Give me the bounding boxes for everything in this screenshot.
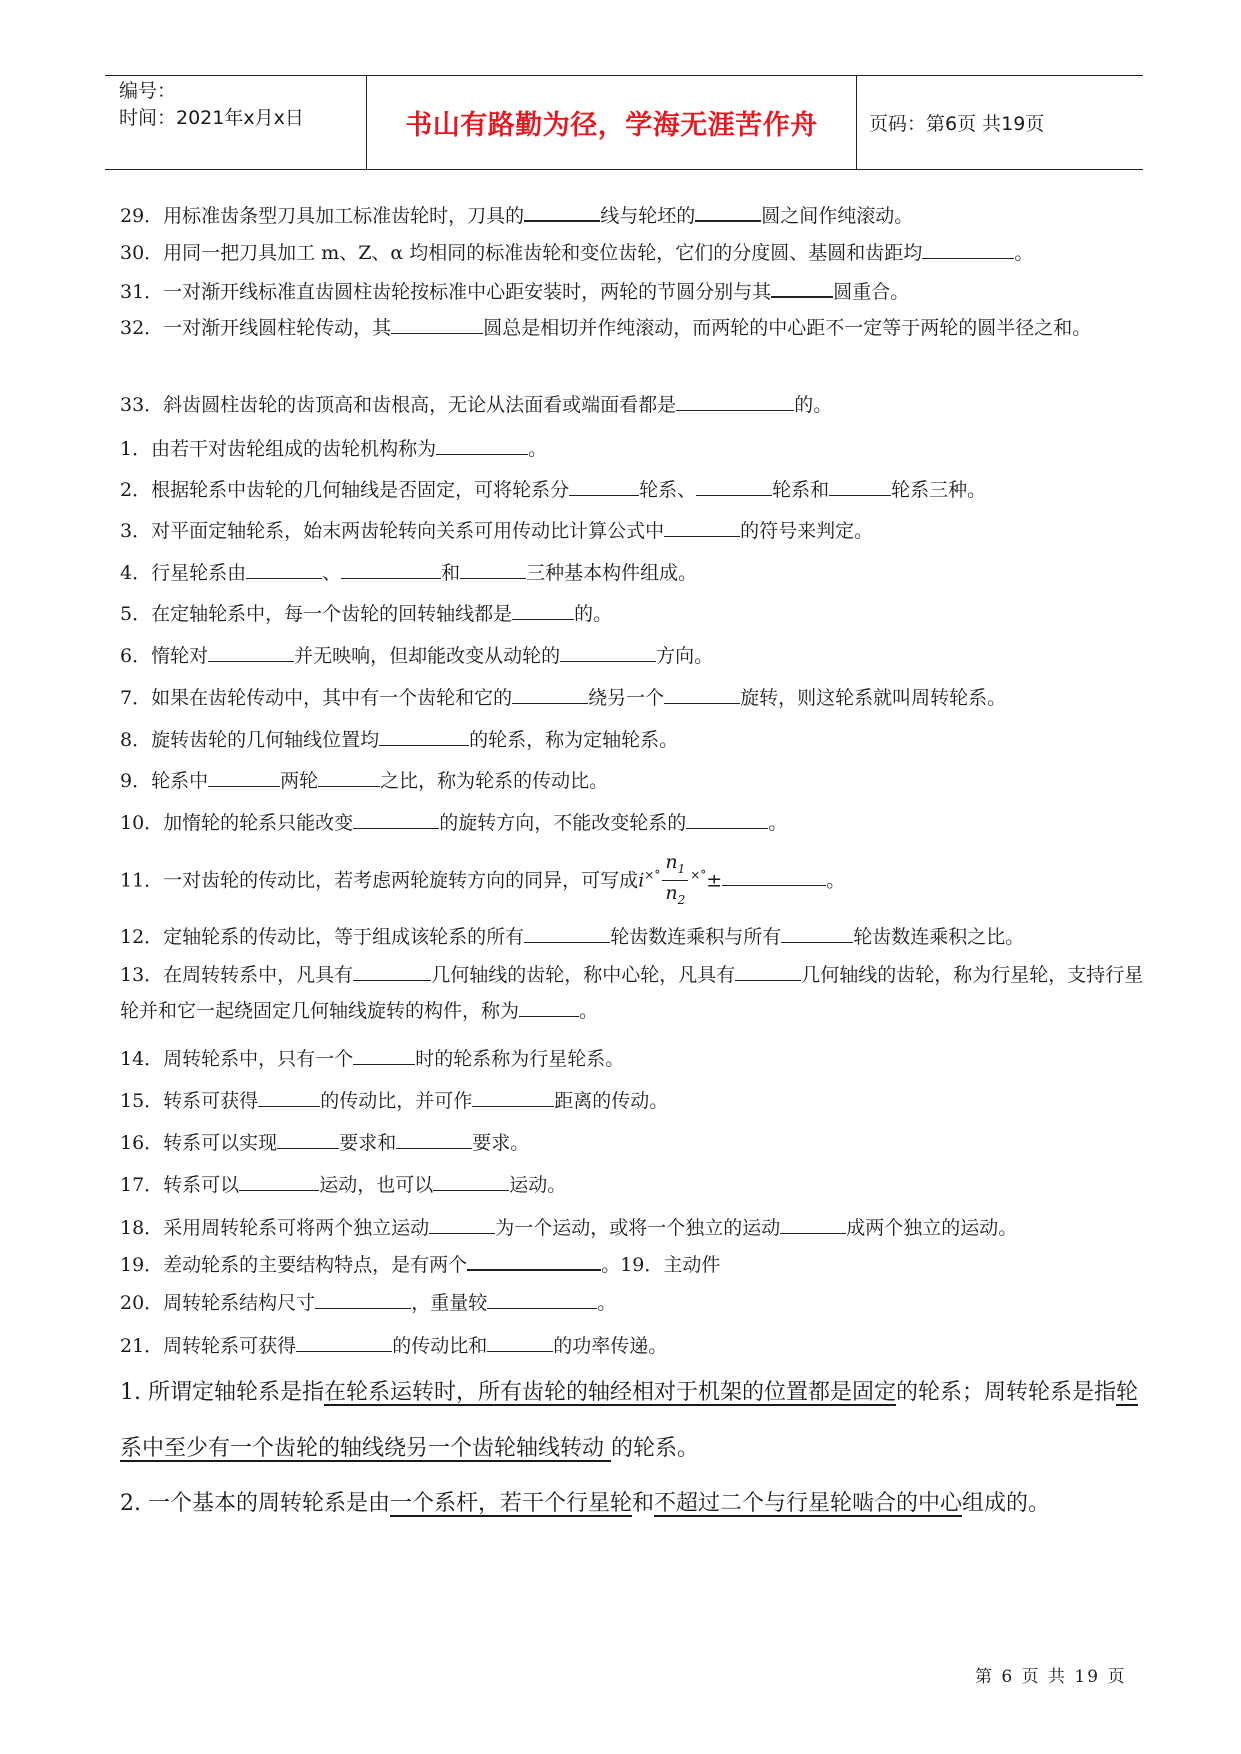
gear-question-16: 16．转系可以实现 要求和 要求。 [120,1132,530,1154]
number-label: 编号： [119,80,177,102]
time-label: 时间：2021年x月x日 [119,107,304,129]
gear-question-2: 2．根据轮系中齿轮的几何轴线是否固定，可将轮系分 轮系、 轮系和 轮系三种。 [120,479,987,501]
page-footer: 第 6 页 共 19 页 [975,1667,1127,1687]
gear-question-21: 21．周转轮系可获得 的传动比和 的功率传递。 [120,1335,668,1357]
question-29: 29．用标准齿条型刀具加工标准齿轮时，刀具的 线与轮坯的 圆之间作纯滚动。 [120,202,1150,228]
question-32: 32．一对渐开线圆柱轮传动，其 圆总是相切并作纯滚动，而两轮的中心距不一定等于两轮的圆半径之和。 [120,317,1092,339]
gear-question-6: 6．惰轮对 并无映响，但却能改变从动轮的 方向。 [120,645,714,667]
gear-question-9: 9．轮系中 两轮 之比，称为轮系的传动比。 [120,770,609,792]
answer-1-underline-2: 轮系中至少有一个齿轮的轴线绕另一个齿轮轴线转动 [120,1380,1139,1461]
gear-question-18: 18．采用周转轮系可将两个独立运动 为一个运动，或将一个独立的运动 成两个独立的运动。 [120,1217,1018,1239]
gear-question-10: 10．加惰轮的轮系只能改变 的旋转方向，不能改变轮系的 。 [120,812,788,834]
speed-ratio-fraction: $\frac{n_1}{n_2}$ [662,851,688,912]
answer-1-underline-1: 在轮系运转时，所有齿轮的轴经相对于机架的位置都是固定 [323,1380,896,1405]
question-31: 31．一对渐开线标准直齿圆柱齿轮按标准中心距安装时，两轮的节圆分别与其 圆重合。 [120,278,1150,304]
gear-question-3: 3．对平面定轴轮系，始末两齿轮转向关系可用传动比计算公式中 的符号来判定。 [120,520,874,542]
gear-question-14: 14．周转轮系中，只有一个 时的轮系称为行星轮系。 [120,1048,625,1070]
gear-question-12: 12．定轴轮系的传动比，等于组成该轮系的所有 轮齿数连乘积与所有 轮齿数连乘积之比。 [120,926,1025,948]
page-code: 页码：第6页 共19页 [869,113,1045,135]
question-33: 33．斜齿圆柱齿轮的齿顶高和齿根高，无论从法面看或端面看都是 的。 [120,394,833,416]
gear-question-4: 4．行星轮系由 、 和 三种基本构件组成。 [120,562,698,584]
gear-question-15: 15．转系可获得 的传动比，并可作 距离的传动。 [120,1090,669,1112]
answer-2-underline-2: 不超过二个与行星轮啮合的中心 [654,1491,963,1516]
answer-2-underline-1: 一个系杆，若干个行星轮 [389,1491,632,1516]
gear-question-5: 5．在定轴轮系中，每一个齿轮的回转轴线都是 的。 [120,603,613,625]
answer-1: 1. 所谓定轴轮系是指在轮系运转时，所有齿轮的轴经相对于机架的位置都是固定的轮系；周转轮系是指轮系中至少有一个齿轮的轴线绕另一个齿轮轴线转动 的轮系。 [120,1380,1139,1461]
question-30: 30．用同一把刀具加工 m、Z、α 均相同的标准齿轮和变位齿轮，它们的分度圆、基圆和齿距均 。 [120,242,1034,264]
ratio-symbol: i [638,869,645,892]
gear-question-7: 7．如果在齿轮传动中，其中有一个齿轮和它的 绕另一个 旋转，则这轮系就叫周转轮系。 [120,687,1007,709]
answer-2: 2. 一个基本的周转轮系是由一个系杆，若干个行星轮和不超过二个与行星轮啮合的中心组成的。 [120,1491,1051,1516]
gear-question-17: 17．转系可以 运动，也可以 运动。 [120,1174,567,1196]
gear-question-20: 20．周转轮系结构尺寸 ，重量较 。 [120,1292,617,1314]
gear-question-11: 11．一对齿轮的传动比，若考虑两轮旋转方向的同异，可写成i×° $\frac{n_1}{n_2}$ ×°± 。 [120,850,1150,912]
gear-question-1: 1．由若干对齿轮组成的齿轮机构称为 。 [120,438,548,460]
gear-question-8: 8．旋转齿轮的几何轴线位置均 的轮系，称为定轴轮系。 [120,729,679,751]
gear-question-13: 13．在周转转系中，凡具有 几何轴线的齿轮，称中心轮，凡具有 几何轴线的齿轮，称为行星轮，支持行星轮并和它一起绕固定几何轴线旋转的构件，称为 。 [120,964,1144,1022]
gear-question-19: 19．差动轮系的主要结构特点，是有两个 。19．主动件 [120,1251,1150,1277]
page-header [105,75,1143,170]
header-info [105,76,367,169]
motto: 书山有路勤为径，学海无涯苦作舟 [367,76,857,169]
